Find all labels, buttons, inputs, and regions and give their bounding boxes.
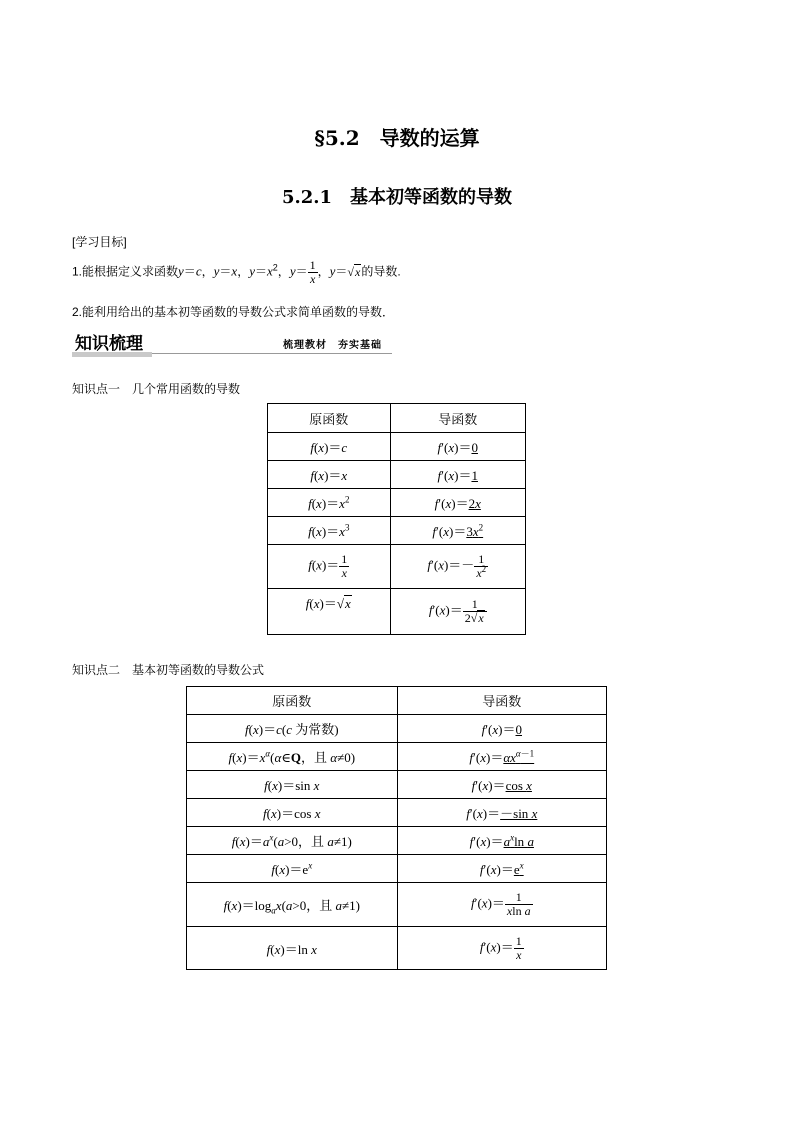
banner-subtitle: 梳理教材 夯实基础 bbox=[283, 340, 382, 351]
header-original: 原函数 bbox=[187, 687, 398, 715]
table-row bbox=[268, 489, 526, 517]
formula-cell: $f(x)=\log_ax(a>0$，且 a≠1) bbox=[187, 883, 398, 927]
formula-cell: $f(x)=e^x$ bbox=[187, 855, 398, 883]
header-derivative: 导函数 bbox=[390, 404, 525, 433]
formula-cell: $f(x)=a^x(a>0$，且 a≠1) bbox=[187, 827, 398, 855]
table-row bbox=[268, 589, 526, 635]
chapter-title: §5.2 导数的运算 bbox=[314, 126, 480, 150]
derivative-cell: f′(x)＝2x bbox=[390, 489, 525, 517]
derivative-cell: f′(x)＝－sin x bbox=[397, 799, 606, 827]
knowledge-banner bbox=[72, 326, 392, 356]
knowledge-point-1: 知识点一 几个常用函数的导数 bbox=[72, 382, 241, 396]
derivative-cell: f′(x)＝0 bbox=[397, 715, 606, 743]
derivative-cell: f′(x)＝ $\frac{1}{x}$ bbox=[397, 927, 606, 970]
formula-cell: f(x)＝x bbox=[268, 461, 391, 489]
fraction-1-over-x: $\frac{1}{x}$ bbox=[309, 258, 316, 286]
table-row bbox=[187, 855, 607, 883]
formula-cell: $f(x)=x^2$ bbox=[268, 489, 391, 517]
formula-cell: f(x)＝ln x bbox=[187, 927, 398, 970]
formula-cell: f(x)＝sin x bbox=[187, 771, 398, 799]
formula-cell: f(x)＝cos x bbox=[187, 799, 398, 827]
sqrt-x: √x bbox=[347, 264, 361, 279]
derivative-cell: f′(x)＝ $\frac{1}{2√x}$ bbox=[390, 589, 525, 635]
derivative-cell: $f'(x)=\alpha x^{\alpha-1}$ bbox=[397, 743, 606, 771]
derivative-cell: $f'(x)=3x^2$ bbox=[390, 517, 525, 545]
formula-cell: $f(x)=x^\alpha(\alpha\in Q$，且 α≠0) bbox=[187, 743, 398, 771]
table-row bbox=[268, 545, 526, 589]
derivative-cell: $f'(x)=e^x$ bbox=[397, 855, 606, 883]
table-row bbox=[187, 743, 607, 771]
derivative-cell: f′(x)＝1 bbox=[390, 461, 525, 489]
formula-cell: f(x)＝c bbox=[268, 433, 391, 461]
header-original: 原函数 bbox=[268, 404, 391, 433]
derivative-cell: $f'(x)=a^x\ln$ a bbox=[397, 827, 606, 855]
table-header-row bbox=[268, 404, 526, 433]
derivative-cell: f′(x)＝0 bbox=[390, 433, 525, 461]
table-row bbox=[187, 883, 607, 927]
common-derivatives-table bbox=[267, 403, 526, 635]
knowledge-point-2: 知识点二 基本初等函数的导数公式 bbox=[72, 663, 265, 677]
table-row bbox=[268, 433, 526, 461]
derivative-cell: f′(x)＝－ $\frac{1}{x^2}$ bbox=[390, 545, 525, 589]
table-row bbox=[187, 827, 607, 855]
goal-2: 2.能利用给出的基本初等函数的导数公式求简单函数的导数． bbox=[72, 305, 395, 319]
formula-cell: f(x)＝c(c 为常数) bbox=[187, 715, 398, 743]
derivative-cell: f′(x)＝ $\frac{1}{\text{xln a}}$ bbox=[397, 883, 606, 927]
banner-divider bbox=[152, 353, 392, 354]
table-row bbox=[268, 517, 526, 545]
goal-1: 1.能根据定义求函数y＝c，y＝x，$y=x^2$，y＝ $\frac{1}{x}$ ，y＝√x的导数. bbox=[72, 258, 401, 286]
header-derivative: 导函数 bbox=[397, 687, 606, 715]
goal-1-suffix: 的导数. bbox=[361, 264, 401, 279]
table-row bbox=[187, 799, 607, 827]
goals-label: [学习目标] bbox=[72, 235, 127, 249]
section-title: 5.2.1 基本初等函数的导数 bbox=[281, 187, 513, 208]
derivative-formulas-table bbox=[186, 686, 607, 970]
table-row bbox=[268, 461, 526, 489]
banner-title: 知识梳理 bbox=[75, 334, 143, 353]
formula-cell: $f(x)=x^3$ bbox=[268, 517, 391, 545]
formula-cell: f(x)＝ $\frac{1}{x}$ bbox=[268, 545, 391, 589]
table-header-row bbox=[187, 687, 607, 715]
constant-note: 为常数) bbox=[295, 722, 339, 737]
formula-cell: f(x)＝√x bbox=[268, 589, 391, 635]
table-row bbox=[187, 715, 607, 743]
derivative-cell: f′(x)＝cos x bbox=[397, 771, 606, 799]
table-row bbox=[187, 771, 607, 799]
goal-1-prefix: 1.能根据定义求函数 bbox=[72, 264, 179, 279]
table-row bbox=[187, 927, 607, 970]
